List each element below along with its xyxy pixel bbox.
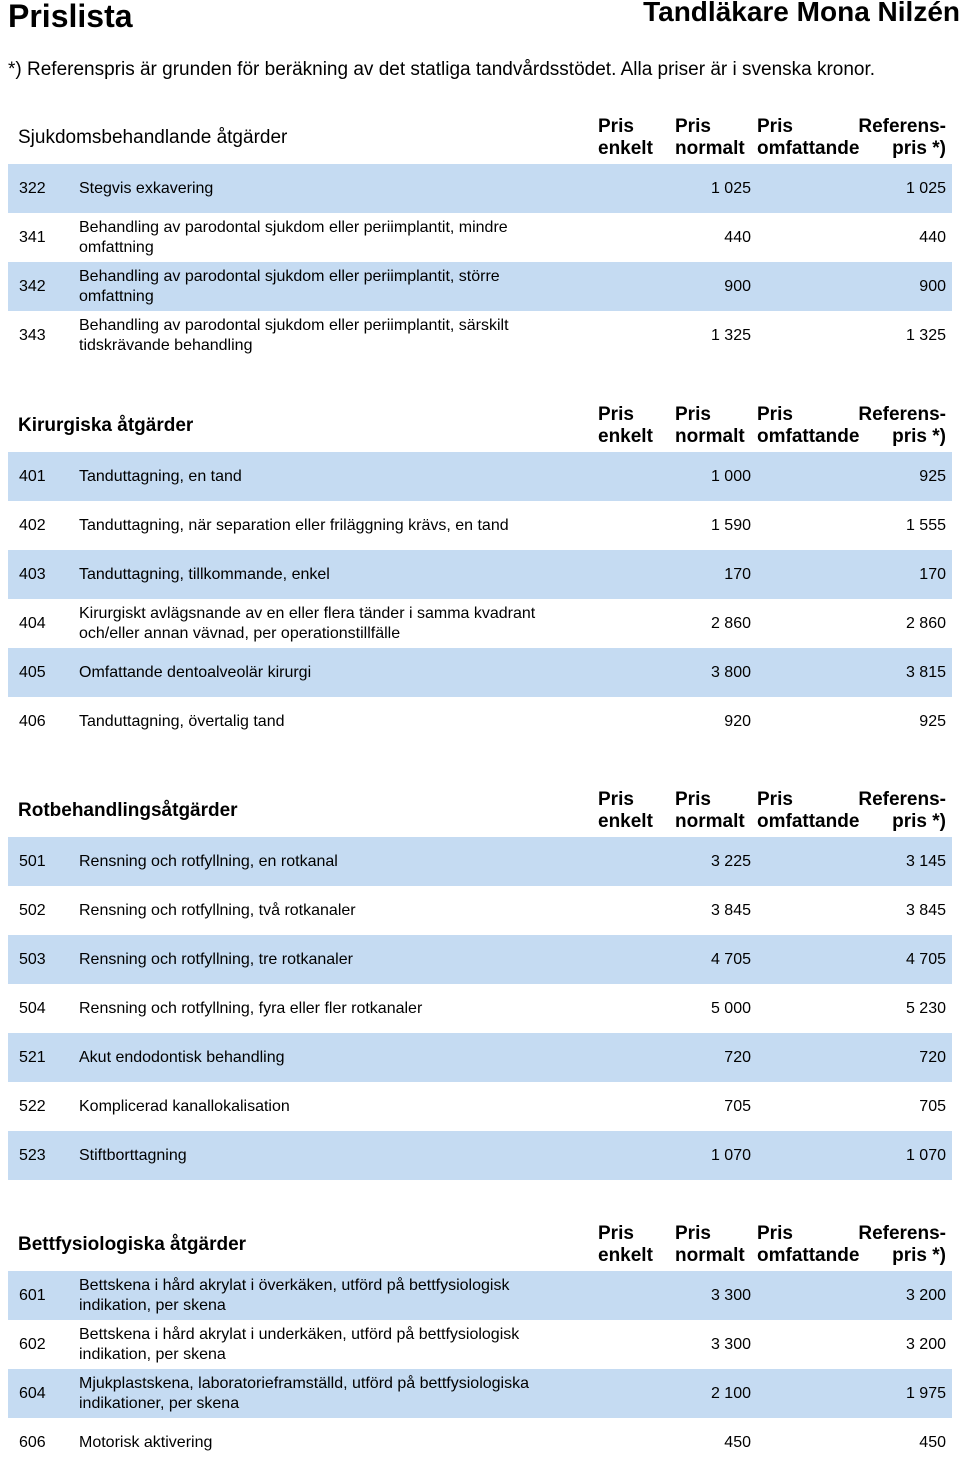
column-header-line: pris *)	[892, 811, 946, 832]
row-code: 401	[19, 467, 46, 485]
row-description: Tanduttagning, övertalig tand	[79, 712, 285, 730]
table-row	[8, 984, 952, 1033]
column-header-line: enkelt	[598, 1245, 653, 1266]
column-header-normalt	[675, 1223, 745, 1267]
table-row	[8, 648, 952, 697]
column-header-ref	[858, 789, 946, 833]
row-description: Rensning och rotfyllning, tre rotkanaler	[79, 950, 353, 968]
clinic-name: Tandläkare Mona Nilzén	[643, 0, 960, 27]
price-reference: 170	[919, 565, 946, 583]
column-header-line: Pris	[598, 116, 634, 137]
page-title: Prislista	[8, 0, 133, 34]
price-reference: 3 200	[905, 1335, 946, 1353]
column-header-normalt	[675, 404, 745, 448]
table-row	[8, 164, 952, 213]
row-code: 404	[19, 614, 46, 632]
price-normal: 2 860	[710, 614, 751, 632]
price-section	[8, 116, 952, 360]
column-header-omfattande	[757, 789, 859, 833]
section-header	[8, 116, 952, 164]
reference-note: *) Referenspris är grunden för beräkning av det statliga tandvårdsstödet. Alla priser är i svenska kronor.	[8, 59, 876, 80]
row-code: 403	[19, 565, 46, 583]
row-description: Stiftborttagning	[79, 1146, 187, 1164]
column-header-normalt	[675, 116, 745, 160]
row-code: 504	[19, 999, 46, 1017]
row-description: Tanduttagning, en tand	[79, 467, 242, 485]
row-description: Rensning och rotfyllning, en rotkanal	[79, 852, 338, 870]
table-row	[8, 935, 952, 984]
column-header-line: omfattande	[757, 811, 860, 832]
column-header-enkel	[598, 1223, 653, 1267]
row-description: Stegvis exkavering	[79, 179, 214, 197]
column-header-line: omfattande	[757, 1245, 860, 1266]
row-description: Behandling av parodontal sjukdom eller periimplantit, mindre omfattning	[79, 218, 508, 256]
column-header-normalt	[675, 789, 745, 833]
price-section	[8, 1223, 952, 1467]
price-normal: 920	[724, 712, 751, 730]
column-header-ref	[858, 1223, 946, 1267]
section-title: Kirurgiska åtgärder	[18, 415, 194, 436]
price-reference: 3 845	[905, 901, 946, 919]
row-code: 322	[19, 179, 46, 197]
table-row	[8, 213, 952, 262]
table-row	[8, 311, 952, 360]
row-code: 601	[19, 1286, 46, 1304]
column-header-line: Pris	[675, 1223, 711, 1244]
table-row	[8, 886, 952, 935]
column-header-line: normalt	[675, 811, 745, 832]
column-header-enkel	[598, 789, 653, 833]
table-row	[8, 1418, 952, 1467]
price-reference: 440	[919, 228, 946, 246]
price-normal: 705	[724, 1097, 751, 1115]
price-normal: 720	[724, 1048, 751, 1066]
column-header-line: Pris	[598, 1223, 634, 1244]
column-header-line: omfattande	[757, 426, 860, 447]
row-code: 522	[19, 1097, 46, 1115]
column-header-line: Pris	[757, 116, 793, 137]
table-row	[8, 1082, 952, 1131]
column-header-line: Pris	[675, 116, 711, 137]
row-description: Omfattande dentoalveolär kirurgi	[79, 663, 312, 681]
column-header-line: normalt	[675, 426, 745, 447]
price-normal: 1 070	[710, 1146, 751, 1164]
price-normal: 5 000	[710, 999, 751, 1017]
price-reference: 5 230	[905, 999, 946, 1017]
table-row	[8, 452, 952, 501]
column-header-omfattande	[757, 116, 859, 160]
table-row	[8, 501, 952, 550]
column-header-line: Referens-	[858, 404, 946, 425]
table-row	[8, 1271, 952, 1320]
row-code: 341	[19, 228, 46, 246]
row-code: 501	[19, 852, 46, 870]
row-description: Behandling av parodontal sjukdom eller periimplantit, större omfattning	[79, 267, 500, 305]
section-header	[8, 404, 952, 452]
price-reference: 1 025	[905, 179, 946, 197]
row-code: 503	[19, 950, 46, 968]
column-header-line: Referens-	[858, 1223, 946, 1244]
price-normal: 1 325	[710, 326, 751, 344]
column-header-omfattande	[757, 1223, 859, 1267]
row-description: Tanduttagning, när separation eller friläggning krävs, en tand	[79, 516, 509, 534]
column-header-ref	[858, 116, 946, 160]
row-code: 406	[19, 712, 46, 730]
table-row	[8, 837, 952, 886]
column-header-line: Pris	[598, 789, 634, 810]
price-section	[8, 789, 952, 1180]
price-reference: 1 975	[905, 1384, 946, 1402]
price-reference: 900	[919, 277, 946, 295]
row-description: Behandling av parodontal sjukdom eller periimplantit, särskilt tidskrävande behandling	[79, 316, 509, 354]
table-row	[8, 550, 952, 599]
price-normal: 3 300	[710, 1335, 751, 1353]
price-reference: 925	[919, 467, 946, 485]
table-row	[8, 1320, 952, 1369]
column-header-ref	[858, 404, 946, 448]
row-description: Rensning och rotfyllning, fyra eller fler rotkanaler	[79, 999, 423, 1017]
price-reference: 2 860	[905, 614, 946, 632]
price-section	[8, 404, 952, 746]
column-header-line: enkelt	[598, 811, 653, 832]
price-normal: 1 000	[710, 467, 751, 485]
row-description: Bettskena i hård akrylat i överkäken, utförd på bettfysiologisk indikation, per skena	[79, 1276, 510, 1314]
row-code: 521	[19, 1048, 46, 1066]
section-title: Rotbehandlingsåtgärder	[18, 800, 238, 821]
column-header-line: Pris	[757, 404, 793, 425]
column-header-line: Pris	[757, 789, 793, 810]
column-header-line: pris *)	[892, 426, 946, 447]
row-description: Tanduttagning, tillkommande, enkel	[79, 565, 330, 583]
price-reference: 1 070	[905, 1146, 946, 1164]
price-reference: 3 200	[905, 1286, 946, 1304]
section-header	[8, 789, 952, 837]
row-description: Bettskena i hård akrylat i underkäken, utförd på bettfysiologisk indikation, per skena	[79, 1325, 520, 1363]
row-description: Motorisk aktivering	[79, 1433, 213, 1451]
row-code: 604	[19, 1384, 46, 1402]
table-row	[8, 1131, 952, 1180]
column-header-line: Pris	[675, 789, 711, 810]
table-row	[8, 697, 952, 746]
price-normal: 2 100	[710, 1384, 751, 1402]
table-row	[8, 1369, 952, 1418]
section-title: Sjukdomsbehandlande åtgärder	[18, 127, 288, 148]
row-code: 405	[19, 663, 46, 681]
table-row	[8, 262, 952, 311]
row-code: 523	[19, 1146, 46, 1164]
price-normal: 3 225	[710, 852, 751, 870]
row-description: Mjukplastskena, laboratorieframställd, utförd på bettfysiologiska indikationer, per skena	[79, 1374, 529, 1412]
row-code: 342	[19, 277, 46, 295]
column-header-line: pris *)	[892, 138, 946, 159]
row-code: 606	[19, 1433, 46, 1451]
price-normal: 170	[724, 565, 751, 583]
row-code: 402	[19, 516, 46, 534]
price-normal: 440	[724, 228, 751, 246]
table-row	[8, 1033, 952, 1082]
price-normal: 3 800	[710, 663, 751, 681]
column-header-line: Pris	[675, 404, 711, 425]
table-row	[8, 599, 952, 648]
column-header-line: enkelt	[598, 426, 653, 447]
price-reference: 450	[919, 1433, 946, 1451]
column-header-line: normalt	[675, 1245, 745, 1266]
section-header	[8, 1223, 952, 1271]
section-title: Bettfysiologiska åtgärder	[18, 1234, 247, 1255]
price-reference: 3 145	[905, 852, 946, 870]
row-description: Akut endodontisk behandling	[79, 1048, 285, 1066]
price-reference: 705	[919, 1097, 946, 1115]
column-header-line: normalt	[675, 138, 745, 159]
price-reference: 3 815	[905, 663, 946, 681]
column-header-line: enkelt	[598, 138, 653, 159]
price-normal: 4 705	[710, 950, 751, 968]
row-description: Komplicerad kanallokalisation	[79, 1097, 290, 1115]
price-normal: 450	[724, 1433, 751, 1451]
row-description: Rensning och rotfyllning, två rotkanaler	[79, 901, 356, 919]
column-header-line: Referens-	[858, 789, 946, 810]
price-reference: 720	[919, 1048, 946, 1066]
price-normal: 3 845	[710, 901, 751, 919]
row-description: Kirurgiskt avlägsnande av en eller flera tänder i samma kvadrant och/eller annan vävnad, per operationstillfälle	[79, 604, 536, 642]
price-reference: 4 705	[905, 950, 946, 968]
column-header-line: Pris	[757, 1223, 793, 1244]
column-header-enkel	[598, 404, 653, 448]
row-code: 502	[19, 901, 46, 919]
price-normal: 1 025	[710, 179, 751, 197]
column-header-line: pris *)	[892, 1245, 946, 1266]
price-normal: 1 590	[710, 516, 751, 534]
price-reference: 1 555	[905, 516, 946, 534]
price-reference: 1 325	[905, 326, 946, 344]
column-header-line: Referens-	[858, 116, 946, 137]
price-normal: 900	[724, 277, 751, 295]
column-header-line: Pris	[598, 404, 634, 425]
column-header-line: omfattande	[757, 138, 860, 159]
price-reference: 925	[919, 712, 946, 730]
row-code: 602	[19, 1335, 46, 1353]
column-header-enkel	[598, 116, 653, 160]
row-code: 343	[19, 326, 46, 344]
price-normal: 3 300	[710, 1286, 751, 1304]
column-header-omfattande	[757, 404, 859, 448]
